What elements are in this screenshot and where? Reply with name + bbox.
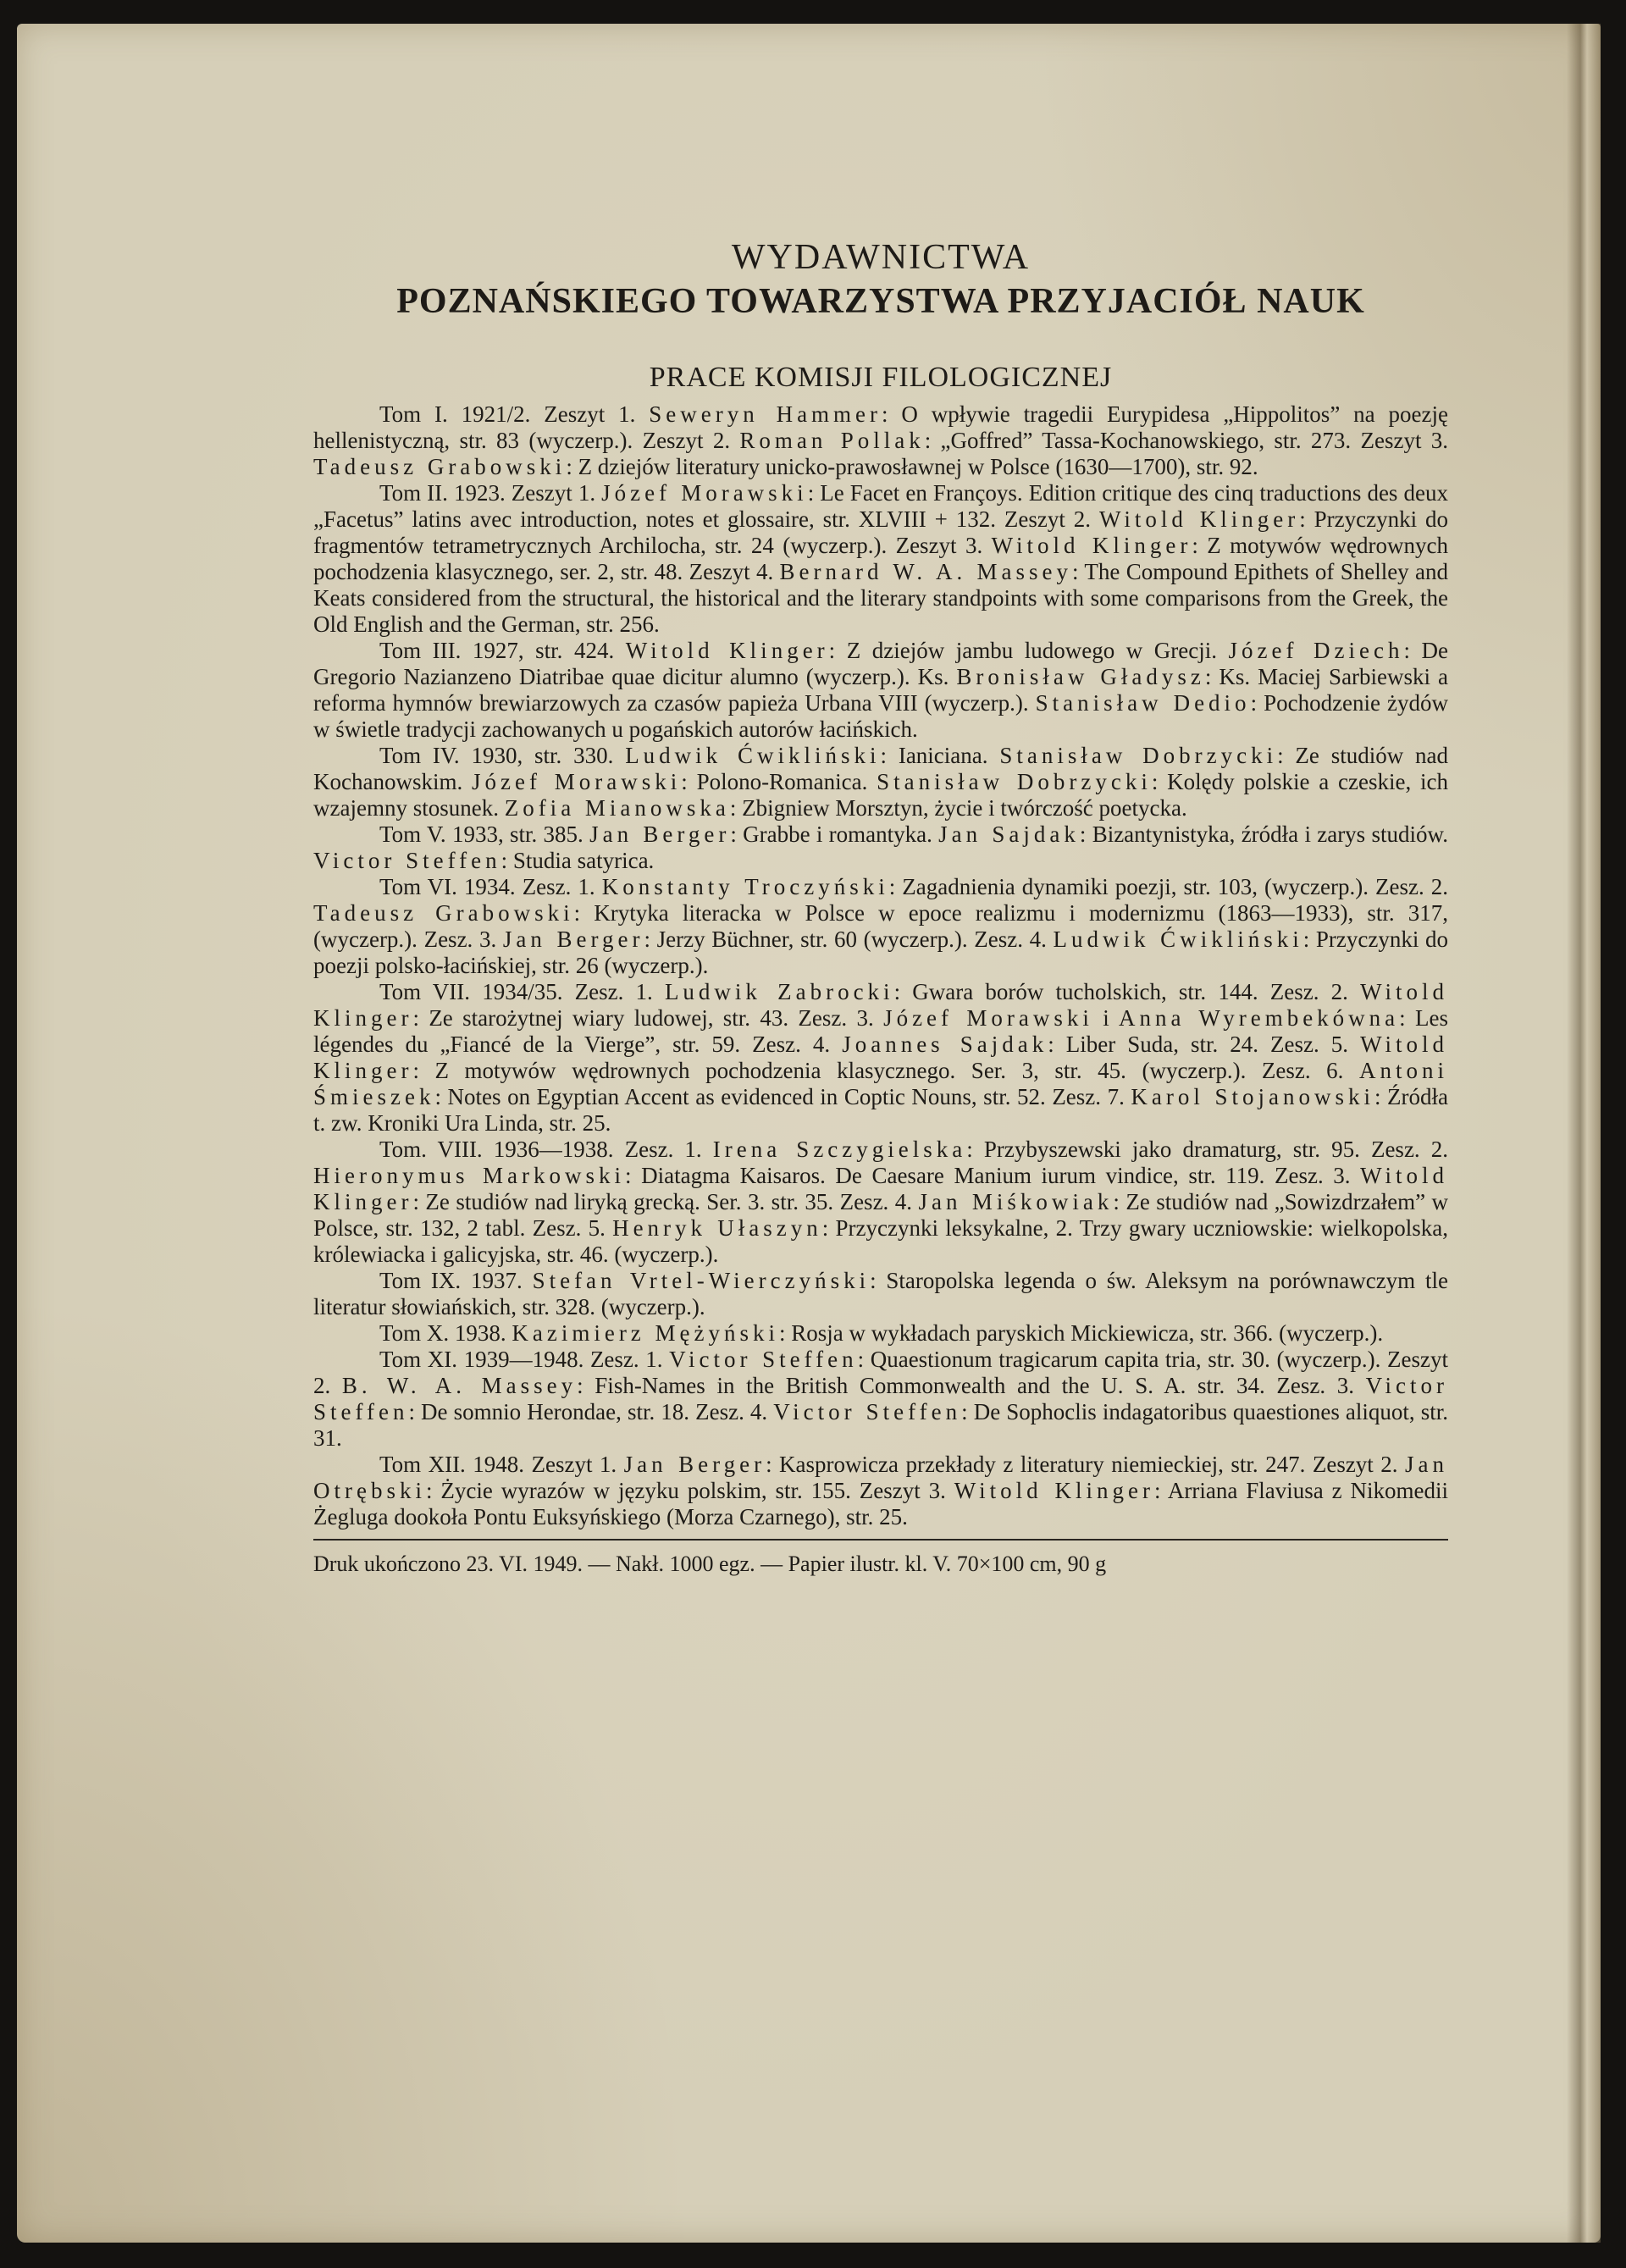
author-name: Ludwik Ćwikliński xyxy=(1053,927,1303,952)
volume-entry xyxy=(313,874,1448,979)
author-name: Karol Stojanowski xyxy=(1131,1084,1374,1109)
entry-text: Zesz. 1. xyxy=(624,1137,713,1162)
volume-label: Tom III. 1927, str. 424. xyxy=(379,638,626,663)
author-name: Jan Berger xyxy=(623,1452,766,1477)
author-name: Konstanty Troczyński xyxy=(601,874,889,899)
header-line-2: POZNAŃSKIEGO TOWARZYSTWA PRZYJACIÓŁ NAUK xyxy=(396,282,1365,321)
entry-text: : Quaestionum tragicarum capita tria, str. 30. (wyczerp.). Zeszyt 2. xyxy=(313,1347,1448,1398)
volume-entry xyxy=(313,979,1448,1137)
entry-text: Zeszyt 1. xyxy=(531,1452,624,1477)
entry-text: Zesz. 1. xyxy=(522,874,602,899)
entry-text: : Ze studiów nad Kochanowskim. xyxy=(313,743,1448,794)
entry-text: : Studia satyrica. xyxy=(501,848,655,873)
volume-entry xyxy=(313,1137,1448,1268)
volume-label: Tom IX. 1937. xyxy=(379,1268,533,1293)
author-name: Joannes Sajdak xyxy=(842,1032,1048,1057)
entry-text: : Ze studiów nad „Sowizdrzałem” w Polsce, str. 132, 2 tabl. Zesz. 5. xyxy=(313,1189,1448,1241)
author-name: Witold Klinger xyxy=(991,533,1192,558)
divider-rule xyxy=(313,1539,1448,1541)
entry-text: : Życie wyrazów w języku polskim, str. 155. Zeszyt 3. xyxy=(425,1478,954,1503)
author-name: Victor Steffen xyxy=(669,1347,858,1372)
author-name: Seweryn Hammer xyxy=(649,401,882,427)
volume-label: Tom V. 1933, str. 385. xyxy=(379,821,590,847)
author-name: Victor Steffen xyxy=(313,1373,1448,1424)
author-name: Tadeusz Grabowski xyxy=(313,454,567,479)
volume-label: Tom XII. 1948. xyxy=(379,1452,532,1477)
volume-entry xyxy=(313,480,1448,638)
author-name: Bronisław Gładysz xyxy=(956,664,1205,689)
entry-text: : Z dziejów literatury unicko-prawosławnej w Polsce (1630—1700), str. 92. xyxy=(566,454,1258,479)
author-name: Hieronymus Markowski xyxy=(313,1163,626,1188)
entry-text: : Przyczynki leksykalne, 2. Trzy gwary uczniowskie: wielkopolska, królewiacka i galicyjska, str. 46. (wyczerp.). xyxy=(313,1215,1448,1267)
entry-text: : The Compound Epithets of Shelley and Keats considered from the structural, the historical and the literary standpoints with some comparisons from the Greek, the Old English and the German, str. 256. xyxy=(313,559,1448,637)
entry-text: : De somnio Herondae, str. 18. Zesz. 4. xyxy=(408,1399,774,1424)
author-name: Zofia Mianowska xyxy=(504,795,730,821)
volume-entry xyxy=(313,401,1448,480)
author-name: B. W. A. Massey xyxy=(341,1373,578,1398)
volume-label: Tom I. 1921/2. xyxy=(379,401,545,427)
entry-text: : Jerzy Büchner, str. 60 (wyczerp.). Zesz. 4. xyxy=(644,927,1054,952)
author-name: Stanisław Dedio xyxy=(1035,690,1251,716)
entry-text: : Les légendes du „Fiancé de la Vierge”, str. 59. Zesz. 4. xyxy=(313,1005,1448,1057)
author-name: Józef Dziech xyxy=(1228,638,1404,663)
entry-text: : O wpływie tragedii Eurypidesa „Hippolitos” na poezję hellenistyczną, str. 83 (wyczerp.). Zeszyt 2. xyxy=(313,401,1448,453)
author-name: Jan Berger xyxy=(502,927,644,952)
volume-label: Tom II. 1923. xyxy=(379,480,512,506)
entry-text: : Z motywów wędrownych pochodzenia klasycznego. Ser. 3, str. 45. (wyczerp.). Zesz. 6. xyxy=(412,1058,1359,1083)
entry-text: : Arriana Flaviusa z Nikomedii Żegluga dookoła Pontu Euksyńskiego (Morza Czarnego), str. 25. xyxy=(313,1478,1448,1530)
author-name: Stefan Vrtel-Wierczyński xyxy=(532,1268,871,1293)
volume-entry xyxy=(313,1452,1448,1530)
entry-text: : Źródła t. zw. Kroniki Ura Linda, str. 25. xyxy=(313,1084,1448,1136)
volume-label: Tom VII. 1934/35. xyxy=(379,979,575,1004)
entry-text: : Ks. Maciej Sarbiewski a reforma hymnów brewiarzowych za czasów papieża Urbana VIII (wyczerp.). xyxy=(313,664,1449,716)
author-name: Jan Miśkowiak xyxy=(918,1189,1114,1214)
publisher-header xyxy=(313,235,1448,324)
author-name: Witold Klinger xyxy=(954,1478,1155,1503)
volume-label: Tom XI. 1939—1948. xyxy=(379,1347,590,1372)
entry-text: : Z motywów wędrownych pochodzenia klasycznego, ser. 2, str. 48. Zeszyt 4. xyxy=(313,533,1449,584)
entry-text: : De Gregorio Nazianzeno Diatribae quae dicitur alumno (wyczerp.). Ks. xyxy=(313,638,1448,689)
entry-text: : Le Facet en Françoys. Edition critique des cinq traductions des deux „Facetus” latins avec introduction, notes et glossaire, str. XLVIII + 132. Zeszyt 2. xyxy=(313,480,1448,532)
author-name: Witold Klinger xyxy=(313,979,1449,1031)
entry-text: : Grabbe i romantyka. xyxy=(730,821,939,847)
entry-text: : Pochodzenie żydów w świetle tradycji zachowanych u pogańskich autorów łacińskich. xyxy=(313,690,1448,742)
entry-text: : Ze studiów nad liryką grecką. Ser. 3. str. 35. Zesz. 4. xyxy=(412,1189,919,1214)
author-name: Anna Wyrembekówna xyxy=(1119,1005,1400,1031)
binding-edge xyxy=(1567,24,1601,2243)
author-name: Ludwik Ćwikliński xyxy=(625,743,881,768)
volume-entry xyxy=(313,821,1448,874)
volume-entry xyxy=(313,638,1448,743)
volume-entry xyxy=(313,1320,1448,1347)
entry-text: : Diatagma Kaisaros. De Caesare Manium iurum vindice, str. 119. Zesz. 3. xyxy=(625,1163,1361,1188)
entry-text: : Liber Suda, str. 24. Zesz. 5. xyxy=(1048,1032,1361,1057)
volume-label: Tom IV. 1930, str. 330. xyxy=(379,743,626,768)
author-name: Witold Klinger xyxy=(313,1163,1448,1214)
author-name: Stanisław Dobrzycki xyxy=(877,769,1152,794)
author-name: Witold Klinger xyxy=(313,1032,1448,1083)
volume-label: Tom VI. 1934. xyxy=(379,874,523,899)
volume-list xyxy=(313,401,1448,1530)
author-name: Józef Morawski xyxy=(601,480,808,506)
entry-text: Zeszyt 1. xyxy=(544,401,650,427)
author-name: Witold Klinger xyxy=(625,638,829,663)
author-name: Roman Pollak xyxy=(739,428,925,453)
page-content xyxy=(313,235,1448,1578)
entry-text: : Przyczynki do fragmentów tetrametrycznych Archilocha, str. 24 (wyczerp.). Zeszyt 3. xyxy=(313,506,1448,558)
entry-text: : Przyczynki do poezji polsko-łacińskiej, str. 26 (wyczerp.). xyxy=(313,927,1448,978)
author-name: Stanisław Dobrzycki xyxy=(999,743,1278,768)
entry-text: : Przybyszewski jako dramaturg, str. 95. Zesz. 2. xyxy=(966,1137,1449,1162)
author-name: Jan Berger xyxy=(589,821,731,847)
entry-text: : De Sophoclis indagatoribus quaestiones aliquot, str. 31. xyxy=(313,1399,1448,1451)
entry-text: : Rosja w wykładach paryskich Mickiewicza, str. 366. (wyczerp.). xyxy=(779,1320,1384,1346)
entry-text: : Kolędy polskie a czeskie, ich wzajemny stosunek. xyxy=(313,769,1448,821)
author-name: Henryk Ułaszyn xyxy=(612,1215,822,1241)
entry-text: : Fish-Names in the British Commonwealth and the U. S. A. str. 34. Zesz. 3. xyxy=(577,1373,1366,1398)
author-name: Józef Morawski xyxy=(883,1005,1093,1031)
volume-label: Tom. VIII. 1936—1938. xyxy=(379,1137,625,1162)
entry-text: : Bizantynistyka, źródła i zarys studiów. xyxy=(1079,821,1448,847)
author-name: Bernard W. A. Massey xyxy=(779,559,1073,584)
author-name: Jan Sajdak xyxy=(938,821,1080,847)
header-line-1: WYDAWNICTWA xyxy=(731,238,1031,277)
entry-text: Zeszyt 1. xyxy=(511,480,602,506)
author-name: Witold Klinger xyxy=(1098,506,1300,532)
entry-text: : Ianiciana. xyxy=(880,743,1000,768)
entry-text: : Z dziejów jambu ludowego w Grecji. xyxy=(828,638,1229,663)
volume-entry xyxy=(313,1347,1448,1452)
imprint-footer: Druk ukończono 23. VI. 1949. — Nakł. 1000 egz. — Papier ilustr. kl. V. 70×100 cm, 90 g xyxy=(313,1552,1107,1576)
page-sheet xyxy=(17,24,1601,2243)
entry-text: Zesz. 1. xyxy=(589,1347,670,1372)
entry-text: : Gwara borów tucholskich, str. 144. Zesz. 2. xyxy=(893,979,1361,1004)
entry-text: : Krytyka literacka w Polsce w epoce realizmu i modernizmu (1863—1933), str. 317, (wyczerp.). Zesz. 3. xyxy=(313,900,1448,952)
volume-entry xyxy=(313,743,1448,821)
entry-text: : Zagadnienia dynamiki poezji, str. 103, (wyczerp.). Zesz. 2. xyxy=(888,874,1448,899)
author-name: Jan Otrębski xyxy=(313,1452,1448,1503)
author-name: Irena Szczygielska xyxy=(712,1137,967,1162)
author-name: Tadeusz Grabowski xyxy=(313,900,574,926)
entry-text: : Staropolska legenda o św. Aleksym na porównawczym tle literatur słowiańskich, str. 328. (wyczerp.). xyxy=(313,1268,1448,1319)
entry-text: Zesz. 1. xyxy=(574,979,665,1004)
author-name: Ludwik Zabrocki xyxy=(664,979,894,1004)
author-name: Victor Steffen xyxy=(773,1399,962,1424)
volume-label: Tom X. 1938. xyxy=(379,1320,512,1346)
entry-text: : Ze starożytnej wiary ludowej, str. 43. Zesz. 3. xyxy=(412,1005,884,1031)
author-name: Victor Steffen xyxy=(313,848,501,873)
entry-text: : Zbigniew Morsztyn, życie i twórczość poetycka. xyxy=(729,795,1187,821)
author-name: Kazimierz Mężyński xyxy=(512,1320,780,1346)
section-title: PRACE KOMISJI FILOLOGICZNEJ xyxy=(649,362,1113,393)
author-name: Antoni Śmieszek xyxy=(313,1058,1448,1109)
entry-text: i xyxy=(1092,1005,1120,1031)
entry-text: : „Goffred” Tassa-Kochanowskiego, str. 273. Zeszyt 3. xyxy=(924,428,1449,453)
author-name: Józef Morawski xyxy=(472,769,682,794)
volume-entry xyxy=(313,1268,1448,1320)
entry-text: : Notes on Egyptian Accent as evidenced in Coptic Nouns, str. 52. Zesz. 7. xyxy=(434,1084,1131,1109)
entry-text: : Kasprowicza przekłady z literatury niemieckiej, str. 247. Zeszyt 2. xyxy=(766,1452,1405,1477)
entry-text: : Polono-Romanica. xyxy=(681,769,877,794)
